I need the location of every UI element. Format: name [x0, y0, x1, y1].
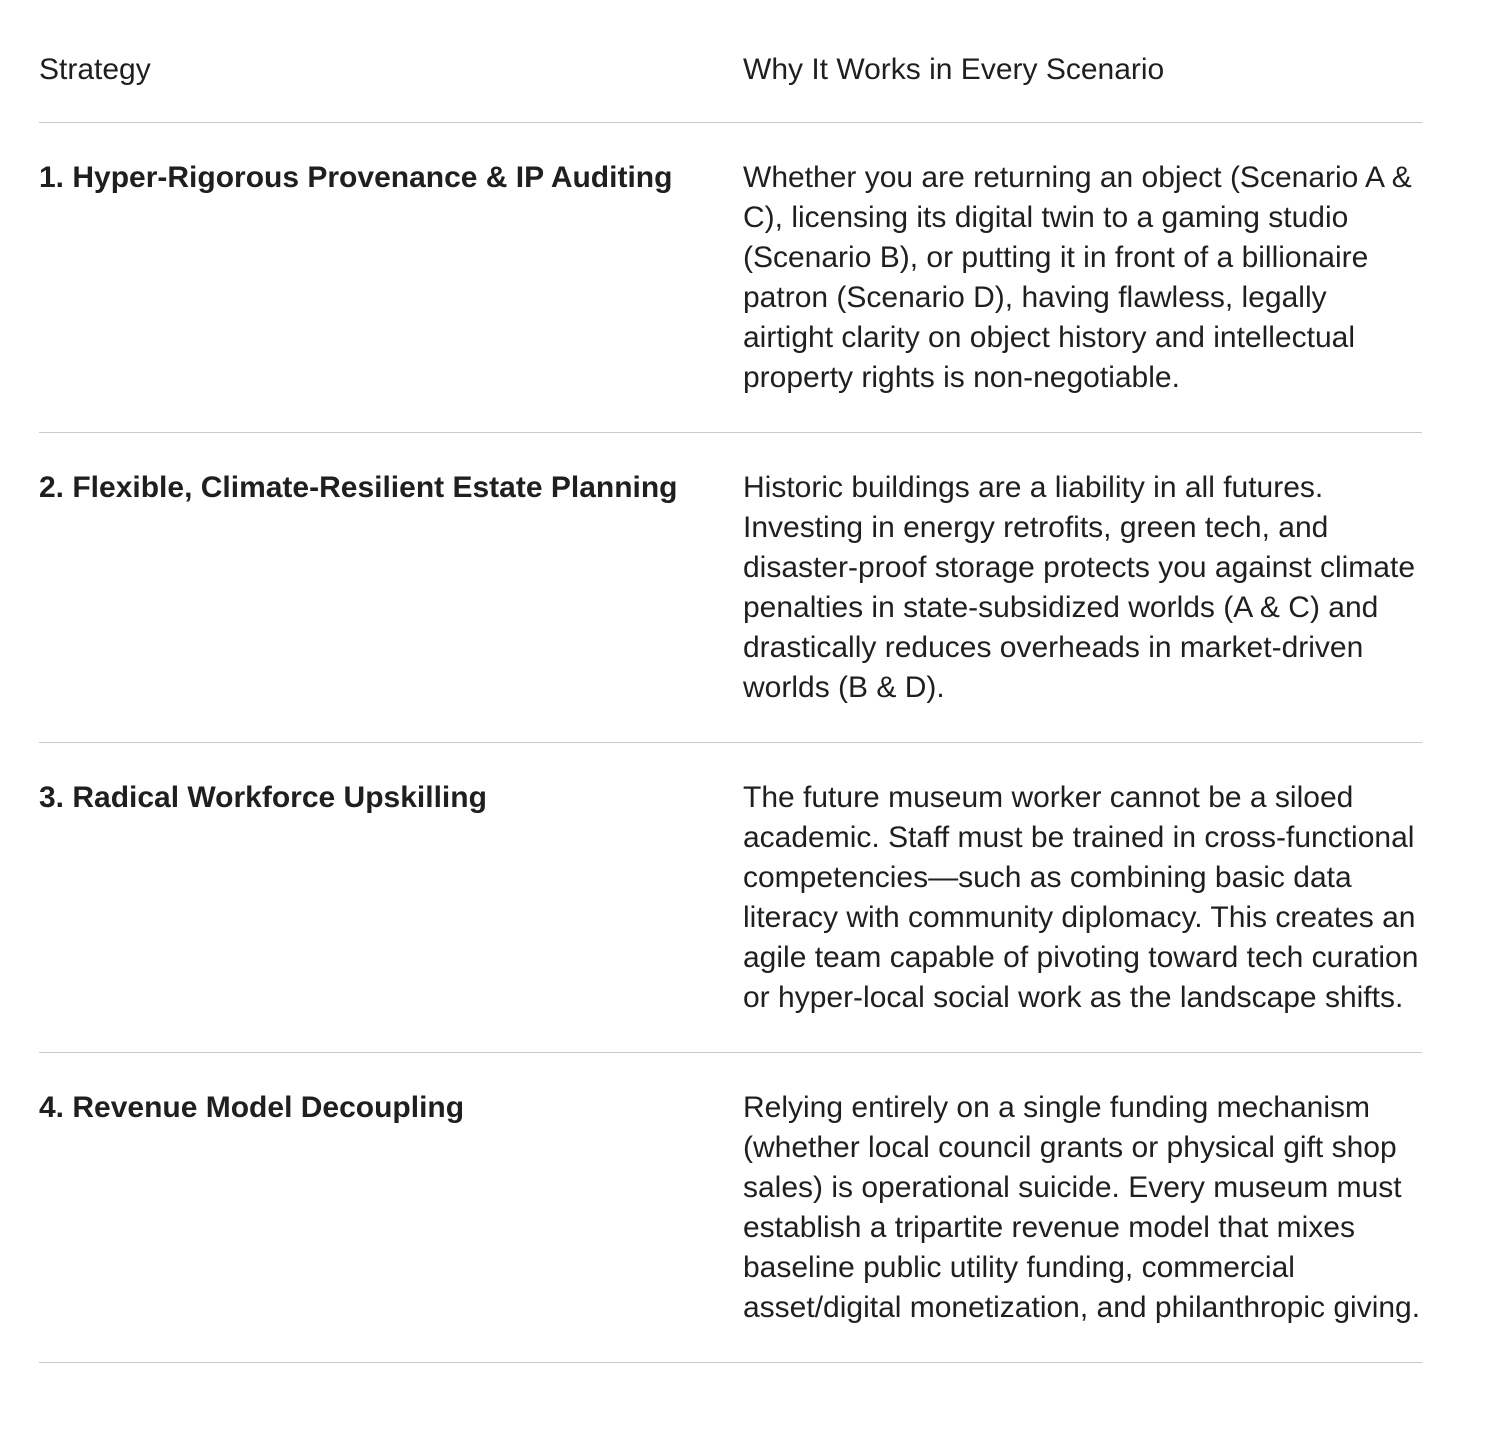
why-cell: Whether you are returning an object (Scenario A & C), licensing its digital twin to a gaming studio (Scenario B), or putting it in front of a billionaire patron (Scenario D), having flawless, legally airtight clarity on object history and intellectual property rights is non-negotiable.	[743, 161, 1412, 394]
column-header-why: Why It Works in Every Scenario	[743, 53, 1165, 86]
strategy-cell: 3. Radical Workforce Upskilling	[39, 781, 487, 814]
strategy-cell: 1. Hyper-Rigorous Provenance & IP Auditing	[39, 161, 673, 194]
table-header-row	[39, 0, 1422, 123]
why-cell: Relying entirely on a single funding mechanism (whether local council grants or physical gift shop sales) is operational suicide. Every museum must establish a tripartite revenue model that mixes baseline public utility funding, commercial asset/digital monetization, and philanthropic giving.	[743, 1091, 1421, 1324]
table-row	[39, 1053, 1422, 1363]
why-cell: The future museum worker cannot be a siloed academic. Staff must be trained in cross-functional competencies—such as combining basic data literacy with community diplomacy. This creates an agile team capable of pivoting toward tech curation or hyper-local social work as the landscape shifts.	[743, 781, 1419, 1014]
table-row	[39, 743, 1422, 1053]
table-row	[39, 433, 1422, 743]
strategy-cell: 2. Flexible, Climate-Resilient Estate Planning	[39, 471, 678, 504]
column-header-strategy: Strategy	[39, 53, 151, 86]
why-cell: Historic buildings are a liability in all futures. Investing in energy retrofits, green tech, and disaster-proof storage protects you against climate penalties in state-subsidized worlds (A & C) and drastically reduces overheads in market-driven worlds (B & D).	[743, 471, 1415, 704]
strategy-table	[39, 0, 1422, 1363]
table-row	[39, 123, 1422, 433]
strategy-cell: 4. Revenue Model Decoupling	[39, 1091, 465, 1124]
